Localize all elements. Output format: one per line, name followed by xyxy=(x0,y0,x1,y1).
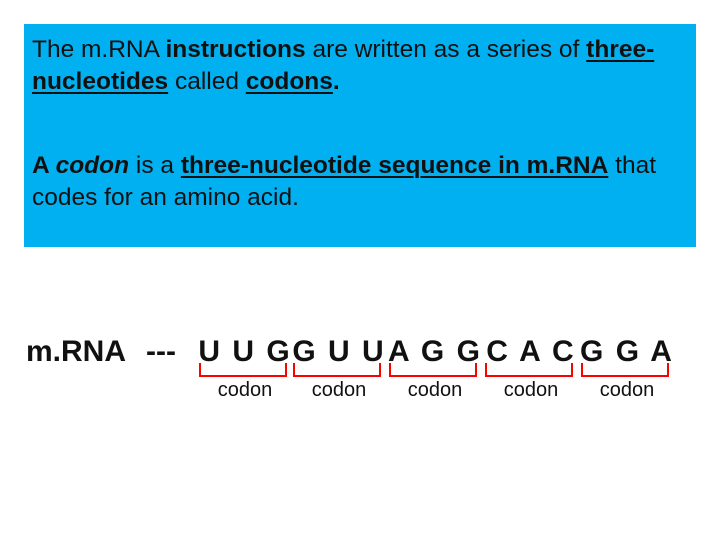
codon-bases-3: A G G xyxy=(388,335,482,368)
codon-bracket-5 xyxy=(581,363,669,377)
codon-bracket-3 xyxy=(389,363,477,377)
mrna-label: m.RNA xyxy=(26,335,127,368)
para1-text-1: The m.RNA xyxy=(32,36,166,63)
codon-label-3: codon xyxy=(407,379,463,401)
para1-text-2: are written as a series of xyxy=(305,36,587,63)
para2-text-1: is a xyxy=(129,152,181,179)
codon-group-3 xyxy=(387,334,483,414)
codon-group-2 xyxy=(291,334,387,414)
codon-label-1: codon xyxy=(217,379,273,401)
sequence-dashes: --- xyxy=(146,335,176,368)
codon-bracket-1 xyxy=(199,363,287,377)
codon-group-5 xyxy=(579,334,675,414)
para2-codon: codon xyxy=(55,152,130,179)
para1-period: . xyxy=(332,68,340,95)
codon-bases-2: G U U xyxy=(292,335,386,368)
codon-bases-4: C A C xyxy=(486,335,576,368)
codon-label-2: codon xyxy=(311,379,367,401)
codon-bases-1: U U G xyxy=(198,335,292,368)
codon-bracket-4 xyxy=(485,363,573,377)
para1-three-nucleotides: three-nucleotides xyxy=(32,36,655,95)
para1-codons: codons xyxy=(245,68,333,95)
codon-label-5: codon xyxy=(599,379,655,401)
codon-group-4 xyxy=(483,334,579,414)
codon-bracket-2 xyxy=(293,363,381,377)
codon-group-1 xyxy=(197,334,293,414)
codon-bases-5: G G A xyxy=(580,335,674,368)
para1-instructions: instructions xyxy=(165,36,306,63)
para2-a: A xyxy=(32,152,56,179)
para2-definition: three-nucleotide sequence in m.RNA xyxy=(180,152,609,179)
codon-label-4: codon xyxy=(503,379,559,401)
para1-text-3: called xyxy=(168,68,246,95)
para2-text-2: that codes for an amino acid. xyxy=(32,152,657,211)
